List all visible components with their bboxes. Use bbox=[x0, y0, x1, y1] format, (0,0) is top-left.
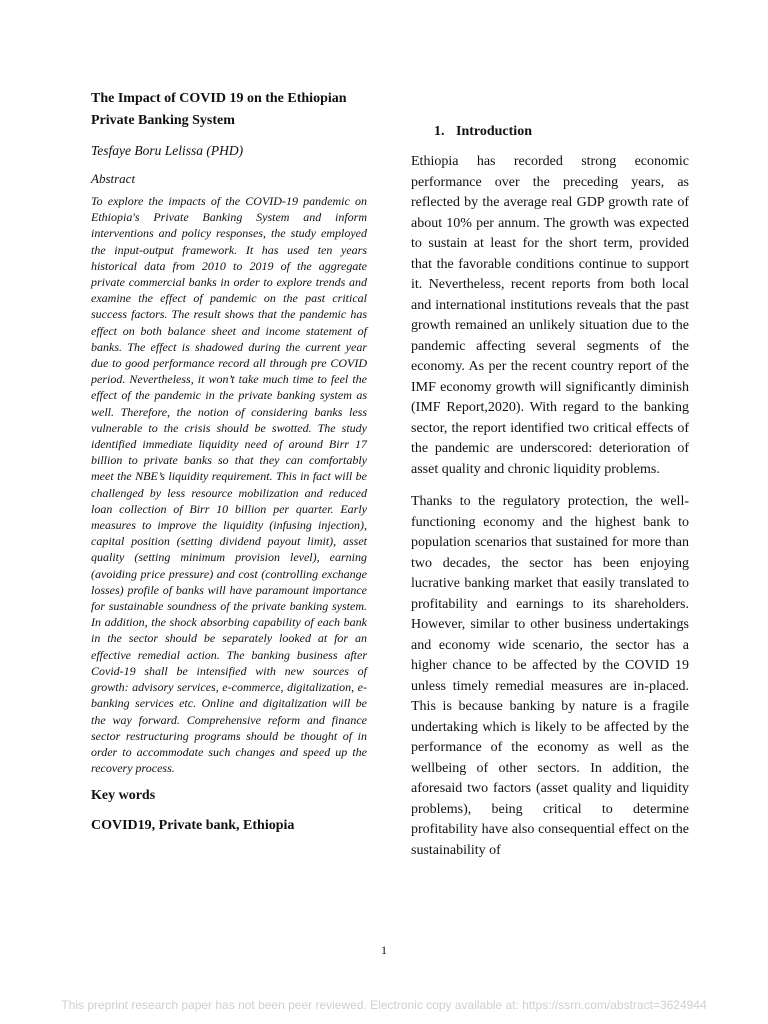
section-title: Introduction bbox=[456, 124, 532, 139]
intro-paragraph-2: Thanks to the regulatory protection, the well-functioning economy and the highest bank to population scenarios that sustained for more than two decades, the sector has been enjoying lucrative banking market that easily translated to profitability and earnings to its shareholders. However, similar to other business undertakings and economy wide scenario, the sector has a higher chance to be affected by the COVID 19 unless timely remedial measures are in-placed. This is because banking by nature is a fragile undertaking which is likely to be affected by the performance of the economy as well as the wellbeing of other sectors. In addition, the aforesaid two factors (asset quality and liquidity problems), being critical to determine profitability have also consequential effect on the sustainability of bbox=[411, 494, 689, 858]
keywords-list: COVID19, Private bank, Ethiopia bbox=[91, 818, 295, 834]
section-number: 1. bbox=[434, 124, 445, 139]
abstract-label: Abstract bbox=[91, 171, 136, 186]
intro-paragraph-1: Ethiopia has recorded strong economic performance over the preceding years, as reflected by the average real GDP growth rate of about 10% per annum. The growth was expected to sustain at least for the short term, provided that the favorable conditions continue to support it. Nevertheless, recent reports from both local and international institutions reveals that the past growth remained an unlikely situation due to the pandemic affecting several segments of the economy. As per the recent country report of the IMF economy growth will significantly diminish (IMF Report,2020). With regard to the banking sector, the report identified two critical effects of the pandemic are underscored: deterioration of asset quality and chronic liquidity problems. bbox=[411, 154, 689, 477]
introduction-heading bbox=[411, 120, 689, 144]
left-column bbox=[91, 88, 367, 836]
author-name: Tesfaye Boru Lelissa (PHD) bbox=[91, 143, 244, 158]
right-column bbox=[411, 120, 689, 873]
abstract-text: To explore the impacts of the COVID-19 pandemic on Ethiopia's Private Banking System and inform interventions and policy responses, the study employed the input-output framework. It has used ten years historical data from 2010 to 2019 of the aggregate private commercial banks in order to explore trends and examine the effect of pandemic on the past critical success factors. The result shows that the pandemic has effect on both balance sheet and income statement of banks. The effect is shadowed during the current year due to good performance record all through pre COVID period. Nevertheless, it won’t take much time to feel the effect of the pandemic in the private banking system as well. Therefore, the notion of considering banks less vulnerable to the crisis should be swotted. The study identified immediate liquidity need of around Birr 17 billion to private banks so that they can comfortably meet the NBE’s liquidity requirement. This in fact will be challenged by less resource mobilization and reduced loan collection of Birr 10 billion per quarter. Early measures to improve the liquidity (infusing injection), capital position (setting dividend payout limit), asset quality (setting minimum provision level), earning (avoiding price pressure) and cost (controlling exchange losses) profile of banks will have paramount importance for sustainable soundness of the private banking system. In addition, the shock absorbing capability of each bank in the sector should be separately looked at for an effective remedial action. The banking business after Covid-19 shall be intensified with new sources of growth: advisory services, e-commerce, digitalization, e-banking services etc. Online and digitalization will be the way forward. Comprehensive reform and finance sector restructuring programs should be thought of in order to accommodate such changes and speed up the recovery process. bbox=[91, 194, 367, 776]
page-number: 1 bbox=[381, 943, 387, 957]
keywords-heading: Key words bbox=[91, 788, 156, 804]
paper-title: The Impact of COVID 19 on the Ethiopian Private Banking System bbox=[91, 91, 347, 128]
preprint-footer: This preprint research paper has not been peer reviewed. Electronic copy available at: https://ssrn.com/abstract=3624944 bbox=[61, 998, 707, 1012]
